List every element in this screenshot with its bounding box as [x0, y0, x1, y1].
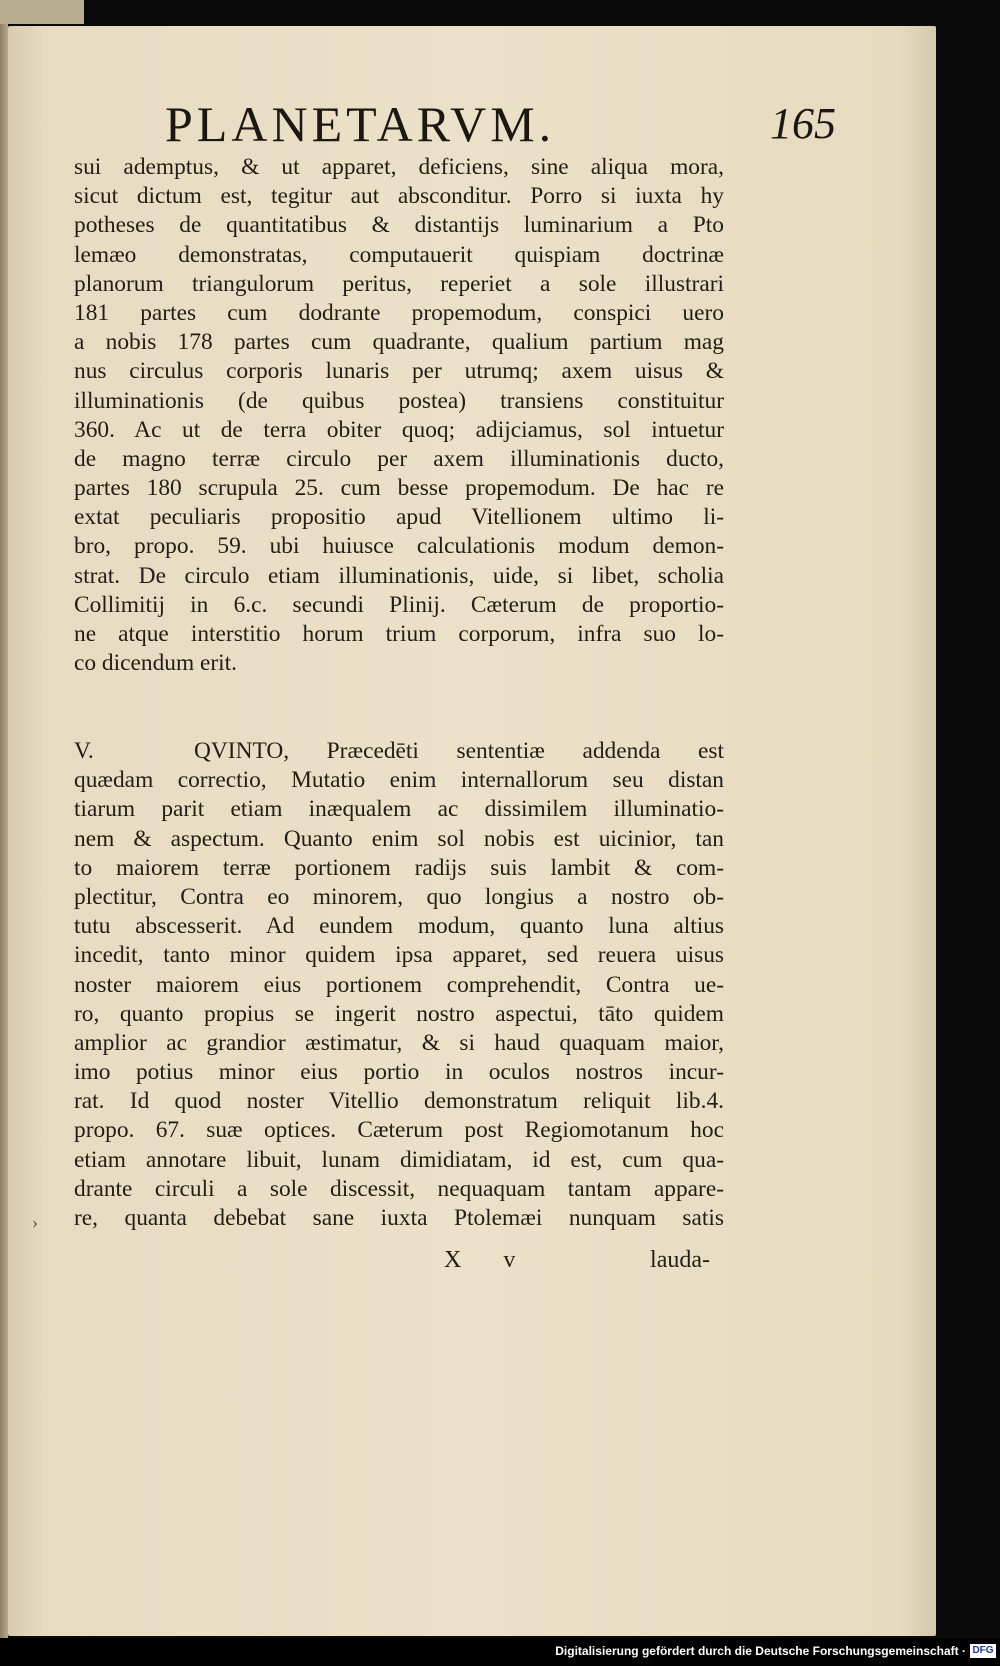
- text-line: extat peculiaris propositio apud Vitellionem ultimo li-: [74, 504, 724, 531]
- text-line: partes 180 scrupula 25. cum besse propemodum. De hac re: [74, 475, 724, 502]
- text-line: drante circuli a sole discessit, nequaquam tantam appare-: [74, 1175, 724, 1202]
- text-line: nem & aspectum. Quanto enim sol nobis est uicinior, tan: [74, 825, 724, 852]
- text-line: amplior ac grandior æstimatur, & si haud quaquam maior,: [74, 1029, 724, 1056]
- page-number: 165: [770, 99, 836, 148]
- text-line: re, quanta debebat sane iuxta Ptolemæi nunquam satis: [74, 1205, 724, 1231]
- footer-credit: Digitalisierung gefördert durch die Deutsche Forschungsgemeinschaft ·: [555, 1644, 966, 1658]
- text-line: illuminationis (de quibus postea) transiens constituitur: [74, 387, 724, 414]
- text-line: incedit, tanto minor quidem ipsa apparet, sed reuera uisus: [74, 942, 724, 969]
- text-line: etiam annotare libuit, lunam dimidiatam, id est, cum qua-: [74, 1146, 724, 1173]
- margin-mark: ›: [32, 1212, 38, 1232]
- text-line: strat. De circulo etiam illuminationis, uide, si libet, scholia: [74, 562, 724, 589]
- digitization-footer: [0, 1638, 1000, 1666]
- page-header: [0, 96, 1000, 156]
- text-line: to maiorem terræ portionem radijs suis lambit & com-: [74, 854, 724, 881]
- text-line: tiarum parit etiam inæqualem ac dissimilem illuminatio-: [74, 796, 724, 823]
- text-line: plectitur, Contra eo minorem, quo longius a nostro ob-: [74, 883, 724, 910]
- text-line: bro, propo. 59. ubi huiusce calculationis modum demon-: [74, 533, 724, 560]
- text-line: nus circulus corporis lunaris per utrumq; axem uisus &: [74, 358, 724, 385]
- text-line: 360. Ac ut de terra obiter quoq; adijciamus, sol intuetur: [74, 416, 724, 443]
- text-line: Collimitij in 6.c. secundi Plinij. Cæterum de proportio-: [74, 591, 724, 618]
- text-line: propo. 67. suæ optices. Cæterum post Regiomotanum hoc: [74, 1117, 724, 1144]
- text-line: tutu abscesserit. Ad eundem modum, quanto luna altius: [74, 913, 724, 940]
- section-lead-text: QVINTO, Præcedēti sententiæ addenda est: [194, 738, 724, 764]
- text-line: imo potius minor eius portio in oculos nostros incur-: [74, 1059, 724, 1086]
- text-line: planorum triangulorum peritus, reperiet a sole illustrari: [74, 270, 724, 297]
- text-line: sicut dictum est, tegitur aut absconditur. Porro si iuxta hy: [74, 183, 724, 210]
- signature-row: [74, 1247, 724, 1281]
- section-first-line: [74, 737, 724, 766]
- text-line: 181 partes cum dodrante propemodum, conspici uero: [74, 299, 724, 326]
- text-line: a nobis 178 partes cum quadrante, qualium partium mag: [74, 329, 724, 356]
- running-title: PLANETARVM.: [165, 96, 556, 152]
- book-edge-tab: [0, 0, 84, 24]
- text-line: ne atque interstitio horum trium corporum, infra suo lo-: [74, 621, 724, 647]
- signature-mark: X v: [444, 1247, 534, 1273]
- paragraph-2: [74, 737, 724, 1233]
- catchword: lauda-: [650, 1247, 710, 1273]
- text-line: co dicendum erit.: [74, 650, 238, 677]
- page-edge: [0, 24, 8, 1638]
- text-line: potheses de quantitatibus & distantijs luminarium a Pto: [74, 212, 724, 239]
- text-line: lemæo demonstratas, computauerit quispiam doctrinæ: [74, 241, 724, 268]
- dfg-logo-icon: DFG: [970, 1644, 996, 1658]
- text-line: ro, quanto propius se ingerit nostro aspectui, tāto quidem: [74, 1000, 724, 1027]
- text-line: de magno terræ circulo per axem illuminationis ducto,: [74, 445, 724, 472]
- text-line: quædam correctio, Mutatio enim internallorum seu distan: [74, 767, 724, 794]
- text-line: sui ademptus, & ut apparet, deficiens, sine aliqua mora,: [74, 154, 724, 180]
- text-line: rat. Id quod noster Vitellio demonstratum reliquit lib.4.: [74, 1088, 724, 1115]
- text-line: noster maiorem eius portionem comprehendit, Contra ue-: [74, 971, 724, 998]
- section-number: V.: [74, 738, 94, 764]
- paragraph-1: [74, 153, 724, 678]
